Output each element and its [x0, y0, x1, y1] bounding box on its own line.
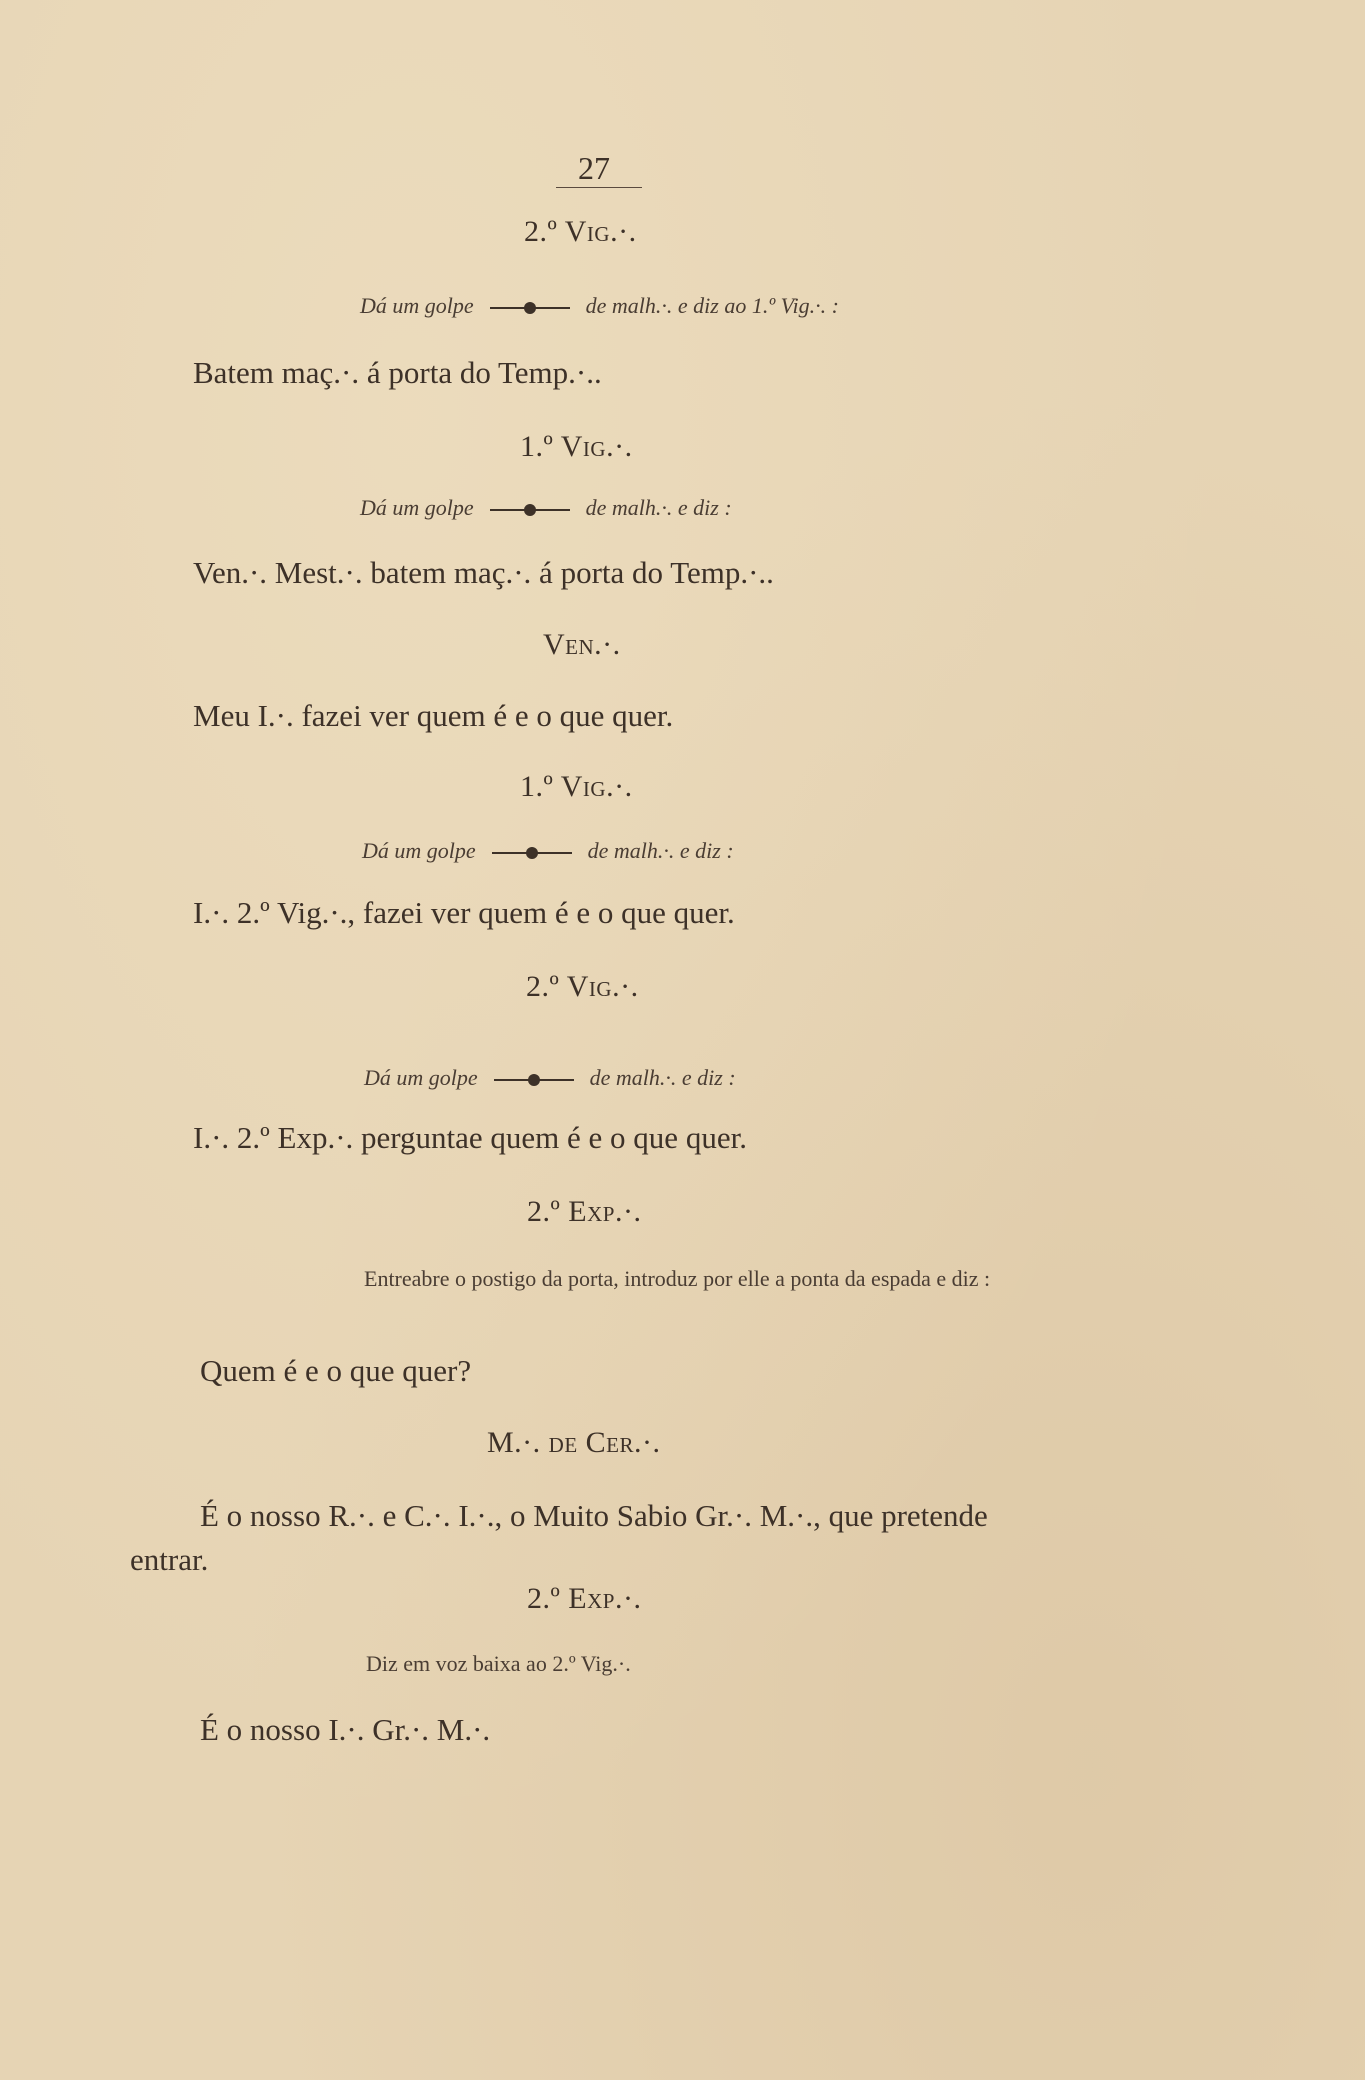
direction-text: Dá um golpe: [362, 838, 476, 863]
speech-line: I.·. 2.º Vig.·., fazei ver quem é e o que quer.: [193, 895, 735, 930]
page-number: 27: [578, 150, 610, 186]
speech-line: I.·. 2.º Exp.·. perguntae quem é e o que quer.: [193, 1120, 747, 1155]
direction-text: de malh.·. e diz :: [585, 495, 732, 520]
malhete-blow-mark-icon: [492, 847, 572, 859]
speech-paragraph: É o nosso R.·. e C.·. I.·., o Muito Sabio Gr.·. M.·., que pretende entrar.: [130, 1498, 988, 1577]
direction-text: de malh.·. e diz ao 1.º Vig.·. :: [585, 293, 839, 318]
speaker-label: 1.º Vig.·.: [520, 430, 633, 463]
direction-text: Dá um golpe: [364, 1065, 478, 1090]
speech-line: É o nosso I.·. Gr.·. M.·.: [200, 1712, 491, 1747]
speaker-label: 2.º Exp.·.: [527, 1195, 642, 1228]
speech-line: Batem maç.·. á porta do Temp.·..: [193, 355, 602, 390]
malhete-blow-mark-icon: [494, 1074, 574, 1086]
stage-direction: [362, 838, 734, 864]
speaker-label: 2.º Exp.·.: [527, 1582, 642, 1615]
direction-text: Dá um golpe: [360, 293, 474, 318]
speech-line: Quem é e o que quer?: [200, 1353, 472, 1388]
malhete-blow-mark-icon: [490, 302, 570, 314]
speaker-label: 2.º Vig.·.: [526, 970, 639, 1003]
speech-line: Meu I.·. fazei ver quem é e o que quer.: [193, 698, 674, 733]
stage-direction: Diz em voz baixa ao 2.º Vig.·.: [366, 1651, 631, 1676]
stage-direction: [364, 1065, 736, 1091]
speaker-label: 1.º Vig.·.: [520, 770, 633, 803]
direction-text: de malh.·. e diz :: [589, 1065, 736, 1090]
speech-line: Ven.·. Mest.·. batem maç.·. á porta do Temp.·..: [193, 555, 774, 590]
speaker-label: M.·. de Cer.·.: [487, 1426, 661, 1459]
direction-text: de malh.·. e diz :: [587, 838, 734, 863]
speaker-label: 2.º Vig.·.: [524, 215, 637, 248]
direction-text: Dá um golpe: [360, 495, 474, 520]
malhete-blow-mark-icon: [490, 504, 570, 516]
page-number-rule: [556, 187, 642, 188]
stage-direction: [360, 293, 839, 319]
speaker-label: Ven.·.: [543, 628, 621, 661]
stage-direction: [360, 495, 732, 521]
stage-direction-paragraph: Entreabre o postigo da porta, introduz por elle a ponta da espada e diz :: [364, 1266, 991, 1291]
